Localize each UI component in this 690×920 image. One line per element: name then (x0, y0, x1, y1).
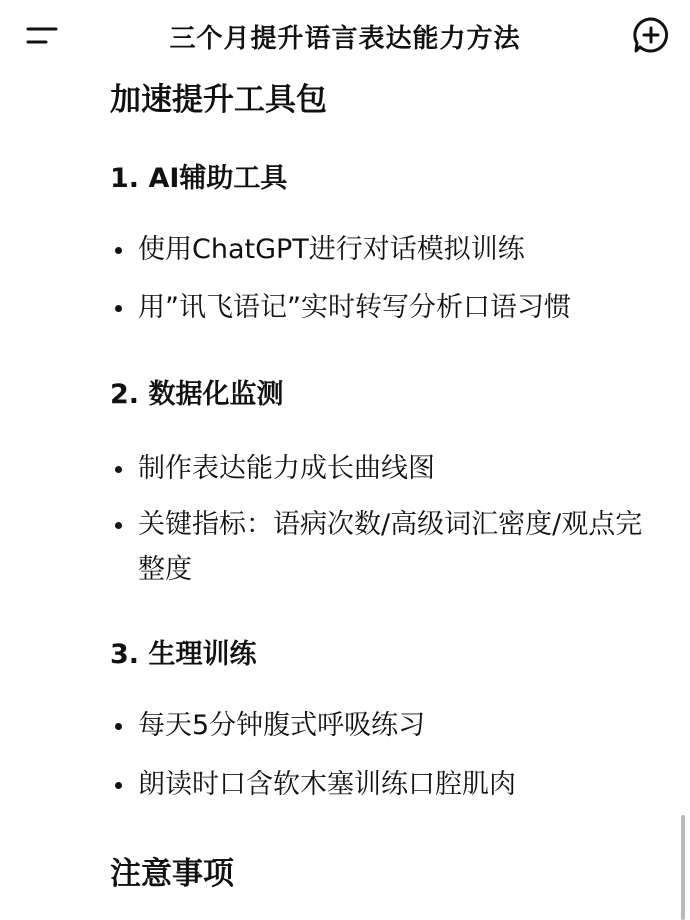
list-item: 关键指标：语病次数/高级词汇密度/观点完整度 (110, 502, 655, 592)
bullet-icon (115, 723, 122, 730)
list-item: 制作表达能力成长曲线图 (110, 446, 655, 491)
bullet-icon (115, 305, 122, 312)
page-title: 三个月提升语言表达能力方法 (169, 24, 521, 54)
menu-icon (26, 24, 60, 48)
subsection-title-2: 2. 数据化监测 (110, 379, 284, 410)
bullet-icon (115, 247, 122, 254)
scrollbar[interactable] (681, 815, 685, 920)
new-chat-button[interactable] (632, 16, 670, 54)
bullet-icon (115, 466, 122, 473)
menu-button[interactable] (26, 24, 60, 48)
list-item: 用”讯飞语记”实时转写分析口语习惯 (110, 285, 655, 330)
new-chat-icon (632, 16, 670, 54)
list-item: 每天5分钟腹式呼吸练习 (110, 703, 655, 748)
bullet-icon (115, 522, 122, 529)
subsection-title-3: 3. 生理训练 (110, 639, 257, 670)
section-heading-next: 注意事项 (110, 856, 234, 892)
bullet-icon (115, 782, 122, 789)
top-bar (0, 0, 690, 68)
list-item: 使用ChatGPT进行对话模拟训练 (110, 227, 655, 272)
section-heading: 加速提升工具包 (110, 82, 327, 118)
list-item: 朗读时口含软木塞训练口腔肌肉 (110, 762, 655, 807)
subsection-title-1: 1. AI辅助工具 (110, 163, 288, 194)
